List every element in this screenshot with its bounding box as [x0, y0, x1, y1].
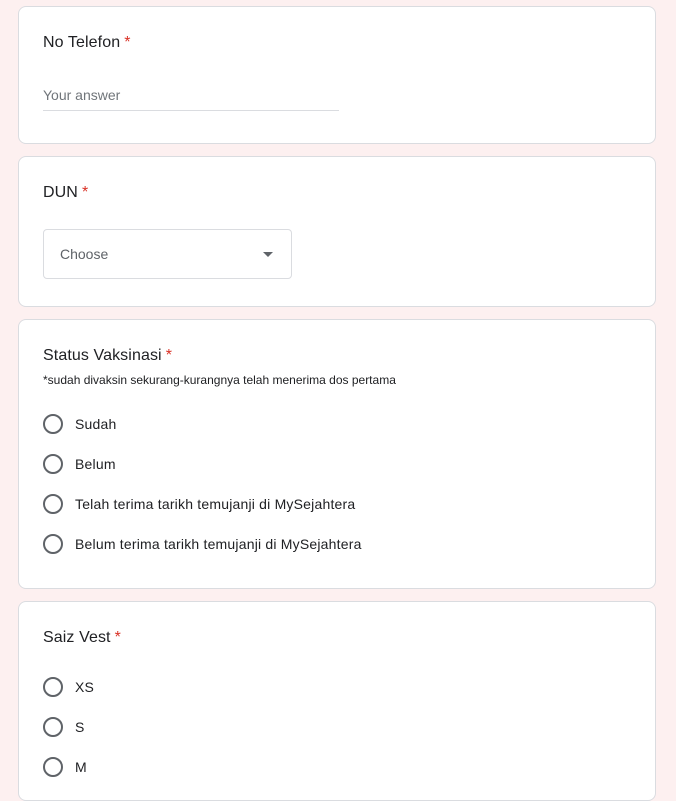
- radio-unchecked-icon[interactable]: [43, 414, 63, 434]
- dun-dropdown-value: Choose: [60, 246, 109, 262]
- question-card-vaccination: [18, 319, 656, 589]
- radio-unchecked-icon[interactable]: [43, 677, 63, 697]
- question-title-dun-text: DUN: [43, 184, 78, 201]
- question-card-vest-size: [18, 601, 656, 801]
- question-title-dun: [43, 184, 88, 202]
- phone-input-placeholder: Your answer: [43, 87, 121, 103]
- radio-unchecked-icon[interactable]: [43, 717, 63, 737]
- radio-option-label: S: [75, 719, 85, 735]
- required-asterisk: *: [114, 629, 121, 646]
- radio-option-xs[interactable]: [43, 675, 94, 699]
- radio-option-label: M: [75, 759, 87, 775]
- radio-option-label: XS: [75, 679, 95, 695]
- question-title-vaccination: [43, 347, 172, 365]
- question-title-phone: [43, 34, 131, 52]
- radio-option-belum-terima[interactable]: [43, 532, 362, 556]
- radio-option-label: Telah terima tarikh temujanji di MySejahtera: [75, 496, 356, 512]
- dun-dropdown[interactable]: [43, 229, 292, 279]
- radio-option-m[interactable]: [43, 755, 87, 779]
- arrow-drop-down-icon: [263, 252, 273, 257]
- question-title-vest-size-text: Saiz Vest: [43, 629, 111, 646]
- required-asterisk: *: [124, 34, 131, 51]
- question-title-phone-text: No Telefon: [43, 34, 121, 51]
- radio-option-s[interactable]: [43, 715, 85, 739]
- radio-unchecked-icon[interactable]: [43, 534, 63, 554]
- required-asterisk: *: [81, 184, 89, 201]
- radio-option-label: Belum: [75, 456, 116, 472]
- required-asterisk: *: [165, 347, 173, 364]
- radio-unchecked-icon[interactable]: [43, 454, 63, 474]
- radio-option-telah-terima[interactable]: [43, 492, 355, 516]
- radio-unchecked-icon[interactable]: [43, 757, 63, 777]
- radio-option-belum[interactable]: [43, 452, 116, 476]
- radio-option-label: Sudah: [75, 416, 117, 432]
- question-title-vaccination-text: Status Vaksinasi: [43, 347, 162, 364]
- question-card-phone: [18, 6, 656, 144]
- question-description-vaccination: *sudah divaksin sekurang-kurangnya telah menerima dos pertama: [43, 373, 396, 387]
- question-title-vest-size: [43, 629, 121, 647]
- radio-unchecked-icon[interactable]: [43, 494, 63, 514]
- question-card-dun: [18, 156, 656, 307]
- radio-option-sudah[interactable]: [43, 412, 116, 436]
- phone-input[interactable]: [43, 83, 339, 111]
- radio-option-label: Belum terima tarikh temujanji di MySejahtera: [75, 536, 362, 552]
